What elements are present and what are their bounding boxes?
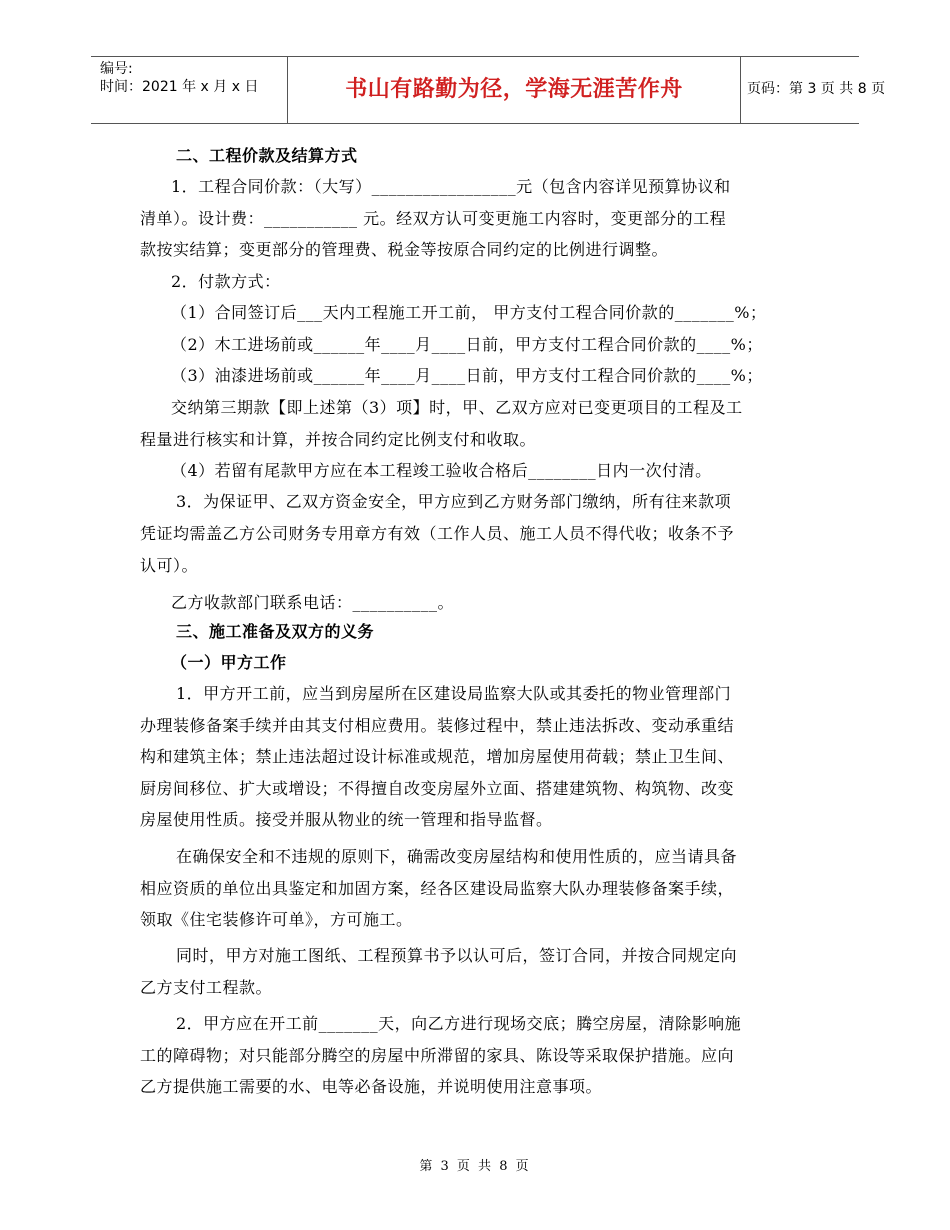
header-motto-cell (287, 57, 741, 123)
paragraph-line: 清单）。设计费：___________ 元。经双方认可变更施工内容时，变更部分的工程 (140, 209, 727, 228)
paragraph-line: 乙方支付工程款。 (140, 978, 273, 997)
paragraph-line: 2．甲方应在开工前_______天，向乙方进行现场交底；腾空房屋，清除影响施 (176, 1014, 742, 1033)
paragraph-line: （2）木工进场前或______年____月____日前，甲方支付工程合同价款的____%； (171, 335, 763, 354)
paragraph-line: 2．付款方式： (171, 272, 281, 291)
paragraph-line: （4）若留有尾款甲方应在本工程竣工验收合格后________日内一次付清。 (171, 461, 712, 480)
paragraph-line: 房屋使用性质。接受并服从物业的统一管理和指导监督。 (140, 810, 553, 829)
paragraph-line: 凭证均需盖乙方公司财务专用章方有效（工作人员、施工人员不得代收；收条不予 (140, 524, 735, 543)
paragraph-line: 相应资质的单位出具鉴定和加固方案，经各区建设局监察大队办理装修备案手续， (140, 879, 735, 898)
page-footer: 第 3 页 共 8 页 (419, 1159, 531, 1174)
paragraph-line: 认可）。 (140, 556, 199, 575)
header-motto: 书山有路勤为径，学海无涯苦作舟 (345, 77, 683, 102)
paragraph-line: 乙方收款部门联系电话：__________。 (171, 593, 455, 612)
paragraph-line: 领取《住宅装修许可单》，方可施工。 (140, 910, 413, 929)
paragraph-line: 构和建筑主体；禁止违法超过设计标准或规范，增加房屋使用荷载；禁止卫生间、 (140, 747, 735, 766)
header-page-cell (739, 57, 886, 123)
section-heading: 三、施工准备及双方的义务 (176, 622, 375, 641)
section-heading: 二、工程价款及结算方式 (176, 146, 358, 165)
paragraph-line: （3）油漆进场前或______年____月____日前，甲方支付工程合同价款的____%； (171, 366, 763, 385)
page-header (91, 56, 886, 124)
header-page-info: 页码：第 3 页 共 8 页 (747, 81, 886, 97)
paragraph-line: 款按实结算；变更部分的管理费、税金等按原合同约定的比例进行调整。 (140, 240, 669, 259)
paragraph-line: 1．甲方开工前，应当到房屋所在区建设局监察大队或其委托的物业管理部门 (176, 684, 732, 703)
subsection-heading: （一）甲方工作 (171, 653, 287, 672)
document-time-label: 时间：2021 年 x 月 x 日 (100, 79, 259, 95)
paragraph-line: 乙方提供施工需要的水、电等必备设施，并说明使用注意事项。 (140, 1077, 603, 1096)
paragraph-line: （1）合同签订后___天内工程施工开工前， 甲方支付工程合同价款的_______%； (171, 303, 767, 322)
paragraph-line: 交纳第三期款【即上述第（3）项】时，甲、乙双方应对已变更项目的工程及工 (171, 398, 743, 417)
paragraph-line: 3．为保证甲、乙双方资金安全，甲方应到乙方财务部门缴纳，所有往来款项 (176, 492, 732, 511)
paragraph-line: 程量进行核实和计算，并按合同约定比例支付和收取。 (140, 430, 537, 449)
header-meta-cell (91, 57, 287, 123)
paragraph-line: 1．工程合同价款：（大写）_________________元（包含内容详见预算协议和 (171, 177, 731, 196)
paragraph-line: 办理装修备案手续并由其支付相应费用。装修过程中，禁止违法拆改、变动承重结 (140, 716, 735, 735)
document-number-label: 编号: (100, 61, 133, 77)
paragraph-line: 工的障碍物；对只能部分腾空的房屋中所滞留的家具、陈设等采取保护措施。应向 (140, 1046, 735, 1065)
paragraph-line: 在确保安全和不违规的原则下，确需改变房屋结构和使用性质的，应当请具备 (176, 847, 738, 866)
paragraph-line: 同时，甲方对施工图纸、工程预算书予以认可后，签订合同，并按合同规定向 (176, 946, 738, 965)
paragraph-line: 厨房间移位、扩大或增设；不得擅自改变房屋外立面、搭建建筑物、构筑物、改变 (140, 779, 735, 798)
